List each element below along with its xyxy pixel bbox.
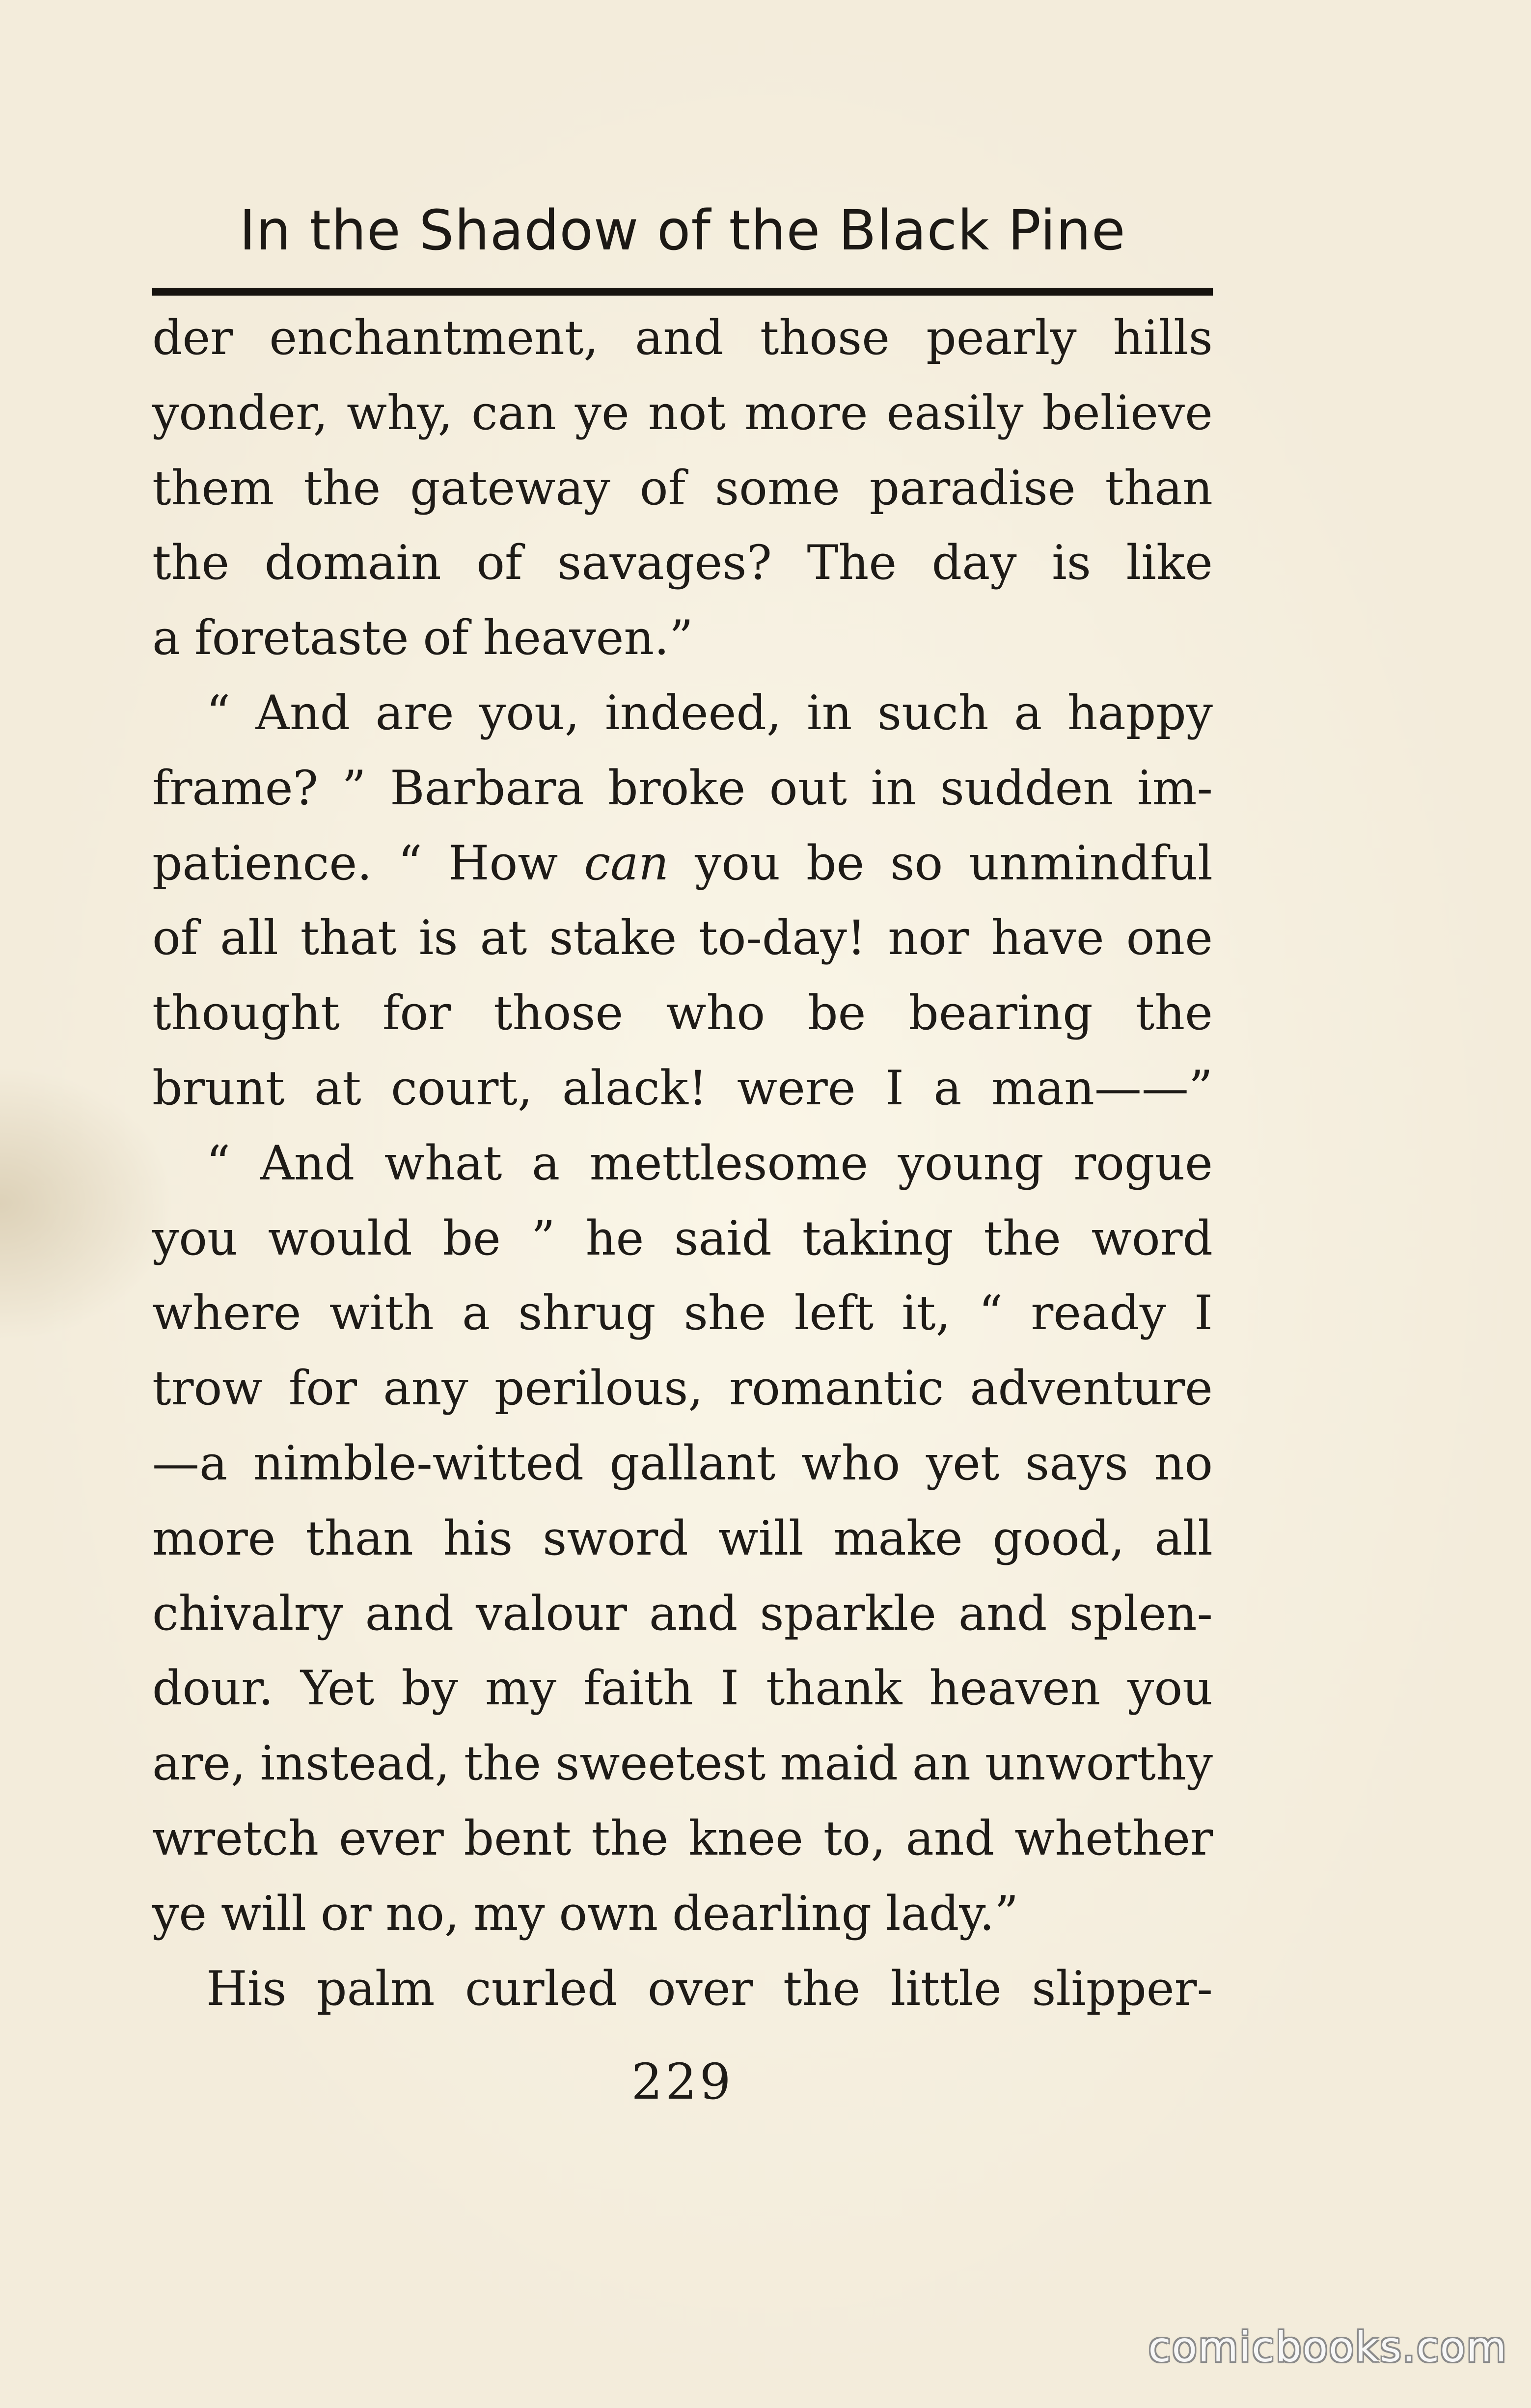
word: those [760,310,890,365]
word: at [314,1060,361,1116]
word: the [1135,985,1213,1041]
word: maid [780,1736,898,1791]
word: for [288,1361,357,1416]
text-line [152,1426,1213,1501]
word: alack! [562,1060,708,1116]
word: word [1091,1210,1213,1266]
word: are [375,685,454,740]
word: domain [264,535,441,591]
word: a [462,1286,491,1341]
word: so [890,835,943,891]
word: a [152,610,181,666]
text-line [152,1501,1213,1576]
word: why, [346,385,453,440]
word: paradise [869,460,1076,516]
word: mettlesome [589,1135,869,1191]
word: good, [992,1510,1125,1566]
text-line [152,1201,1213,1276]
word: faith [583,1661,693,1716]
word: little [890,1961,1002,2016]
word: not [648,385,726,440]
word: can [471,385,556,440]
word: Barbara [390,760,584,816]
word: unworthy [984,1736,1213,1791]
word: a [1014,685,1042,740]
word: nor [888,910,969,966]
word: lady.” [885,1886,1019,1941]
word: is [1052,535,1092,591]
word: foretaste [194,610,409,666]
word: than [305,1510,413,1566]
text-line [152,1876,1213,1951]
word: over [647,1961,753,2016]
word: ye [152,1886,207,1941]
word: court, [391,1060,533,1116]
word: make [833,1510,963,1566]
word: slipper- [1032,1961,1213,2016]
word: chivalry [152,1586,343,1641]
word: indeed, [604,685,782,740]
text-line [152,1276,1213,1351]
word: such [877,685,989,740]
word: those [493,985,624,1041]
word: and [905,1810,995,1866]
word: perilous, [494,1361,703,1416]
word: I [720,1661,739,1716]
word: be [806,835,865,891]
word: ye [574,385,629,440]
word: gateway [410,460,610,516]
word: palm [317,1961,435,2016]
word: whether [1014,1810,1213,1866]
word: curled [465,1961,618,2016]
running-head: In the Shadow of the Black Pine [239,199,1126,263]
word: like [1126,535,1213,591]
word: a [531,1135,560,1191]
text-line [152,1126,1213,1201]
text-line [152,1351,1213,1426]
word: any [383,1361,468,1416]
word: own [559,1886,658,1941]
word: of [639,460,686,516]
word: sword [543,1510,688,1566]
word: Yet [300,1661,375,1716]
word: “ [206,1135,231,1191]
word: and [649,1586,738,1641]
word: with [329,1286,434,1341]
word: taking [802,1210,954,1266]
word: splen- [1069,1586,1213,1641]
word: or [320,1886,372,1941]
body-text [152,301,1213,2026]
word: gallant [609,1435,776,1491]
word: instead, [260,1736,450,1791]
word: dearling [672,1886,872,1941]
word: im- [1137,760,1213,816]
word: ever [338,1810,444,1866]
word: some [714,460,840,516]
text-line [152,676,1213,751]
word: all [220,910,278,966]
word: she [683,1286,766,1341]
word: that [300,910,397,966]
word: have [991,910,1104,966]
word: you, [479,685,580,740]
text-line [152,826,1213,901]
word: and [365,1586,454,1641]
text-line [152,1726,1213,1801]
word: shrug [518,1286,656,1341]
word: dour. [152,1661,273,1716]
word: be [442,1210,501,1266]
word: them [152,460,274,516]
word: “ [398,835,422,891]
word: savages? [557,535,772,591]
word: heaven [929,1661,1101,1716]
word: and [958,1586,1047,1641]
word: where [152,1286,301,1341]
word: my [485,1661,557,1716]
word: the [783,1961,861,2016]
word: you [1127,1661,1213,1716]
word: you [695,835,781,891]
word: by [401,1661,458,1716]
word: patience. [152,835,372,891]
word: all [1154,1510,1213,1566]
word: unmindful [969,835,1213,891]
word: stake [549,910,677,966]
word: And [260,1135,355,1191]
word: And [255,685,351,740]
word: yonder, [152,385,328,440]
word: I [1194,1286,1213,1341]
word: left [794,1286,874,1341]
word: I [885,1060,904,1116]
word: no [1154,1435,1213,1491]
word: a [933,1060,962,1116]
word: you [152,1210,238,1266]
word: more [152,1510,276,1566]
word: heaven.” [483,610,693,666]
word: romantic [729,1361,944,1416]
word: pearly [926,310,1077,365]
watermark: comicbooks.com [1148,2323,1507,2371]
word: believe [1042,385,1213,440]
word: the [984,1210,1061,1266]
word: in [871,760,917,816]
word: ” [531,1210,555,1266]
word: happy [1067,685,1213,740]
word: sparkle [760,1586,936,1641]
word: young [898,1135,1044,1191]
word: will [718,1510,804,1566]
word: than [1105,460,1213,516]
word: trow [152,1361,263,1416]
word: it, [902,1286,951,1341]
text-line [152,1651,1213,1726]
word: the [464,1736,542,1791]
text-line [152,451,1213,526]
word: frame? [152,760,318,816]
word: says [1025,1435,1128,1491]
word: were [737,1060,856,1116]
word: who [666,985,766,1041]
word: adventure [970,1361,1213,1416]
text-line [152,1801,1213,1876]
word: ” [342,760,366,816]
word: sudden [940,760,1114,816]
word: thought [152,985,340,1041]
text-line [152,901,1213,976]
text-line [152,301,1213,376]
word: more [744,385,868,440]
text-line [152,1951,1213,2026]
word: thank [766,1661,902,1716]
word: man——” [991,1060,1213,1116]
word: broke [608,760,746,816]
head-rule [152,288,1213,296]
word: no, [385,1886,460,1941]
word: wretch [152,1810,319,1866]
text-line [152,1051,1213,1126]
word: said [674,1210,772,1266]
word: of [423,610,469,666]
text-line [152,525,1213,601]
word: the [152,535,230,591]
word: bearing [908,985,1093,1041]
word: who [801,1435,901,1491]
word: easily [886,385,1024,440]
word: of [152,910,198,966]
word: His [206,1961,287,2016]
word: The [807,535,897,591]
word: are, [152,1736,246,1791]
word: der [152,310,233,365]
word: his [443,1510,513,1566]
word: nimble-witted [253,1435,584,1491]
word: will [220,1886,307,1941]
word: valour [476,1586,627,1641]
word: brunt [152,1060,285,1116]
word: at [480,910,527,966]
word: bent [464,1810,572,1866]
word: in [806,685,852,740]
text-line [152,976,1213,1051]
word: enchantment, [269,310,599,365]
word: yet [926,1435,1000,1491]
word: can [584,835,669,891]
word: my [473,1886,545,1941]
word: an [912,1736,971,1791]
word: hills [1113,310,1213,365]
word: is [418,910,458,966]
text-line [152,601,1213,676]
word: sweetest [555,1736,766,1791]
word: the [591,1810,669,1866]
word: and [635,310,724,365]
word: “ [206,685,231,740]
word: —a [152,1435,228,1491]
word: to, [823,1810,886,1866]
word: How [448,835,558,891]
word: “ [979,1286,1003,1341]
word: out [769,760,847,816]
word: knee [688,1810,803,1866]
word: one [1126,910,1213,966]
word: day [931,535,1017,591]
word: the [303,460,381,516]
word: ready [1031,1286,1166,1341]
word: he [585,1210,644,1266]
word: be [808,985,866,1041]
page-number: 229 [631,2053,734,2110]
word: of [476,535,522,591]
word: would [268,1210,412,1266]
text-line [152,1576,1213,1651]
word: for [382,985,451,1041]
text-line [152,751,1213,826]
word: what [384,1135,502,1191]
text-line [152,376,1213,451]
word: to-day! [699,910,866,966]
word: rogue [1073,1135,1213,1191]
